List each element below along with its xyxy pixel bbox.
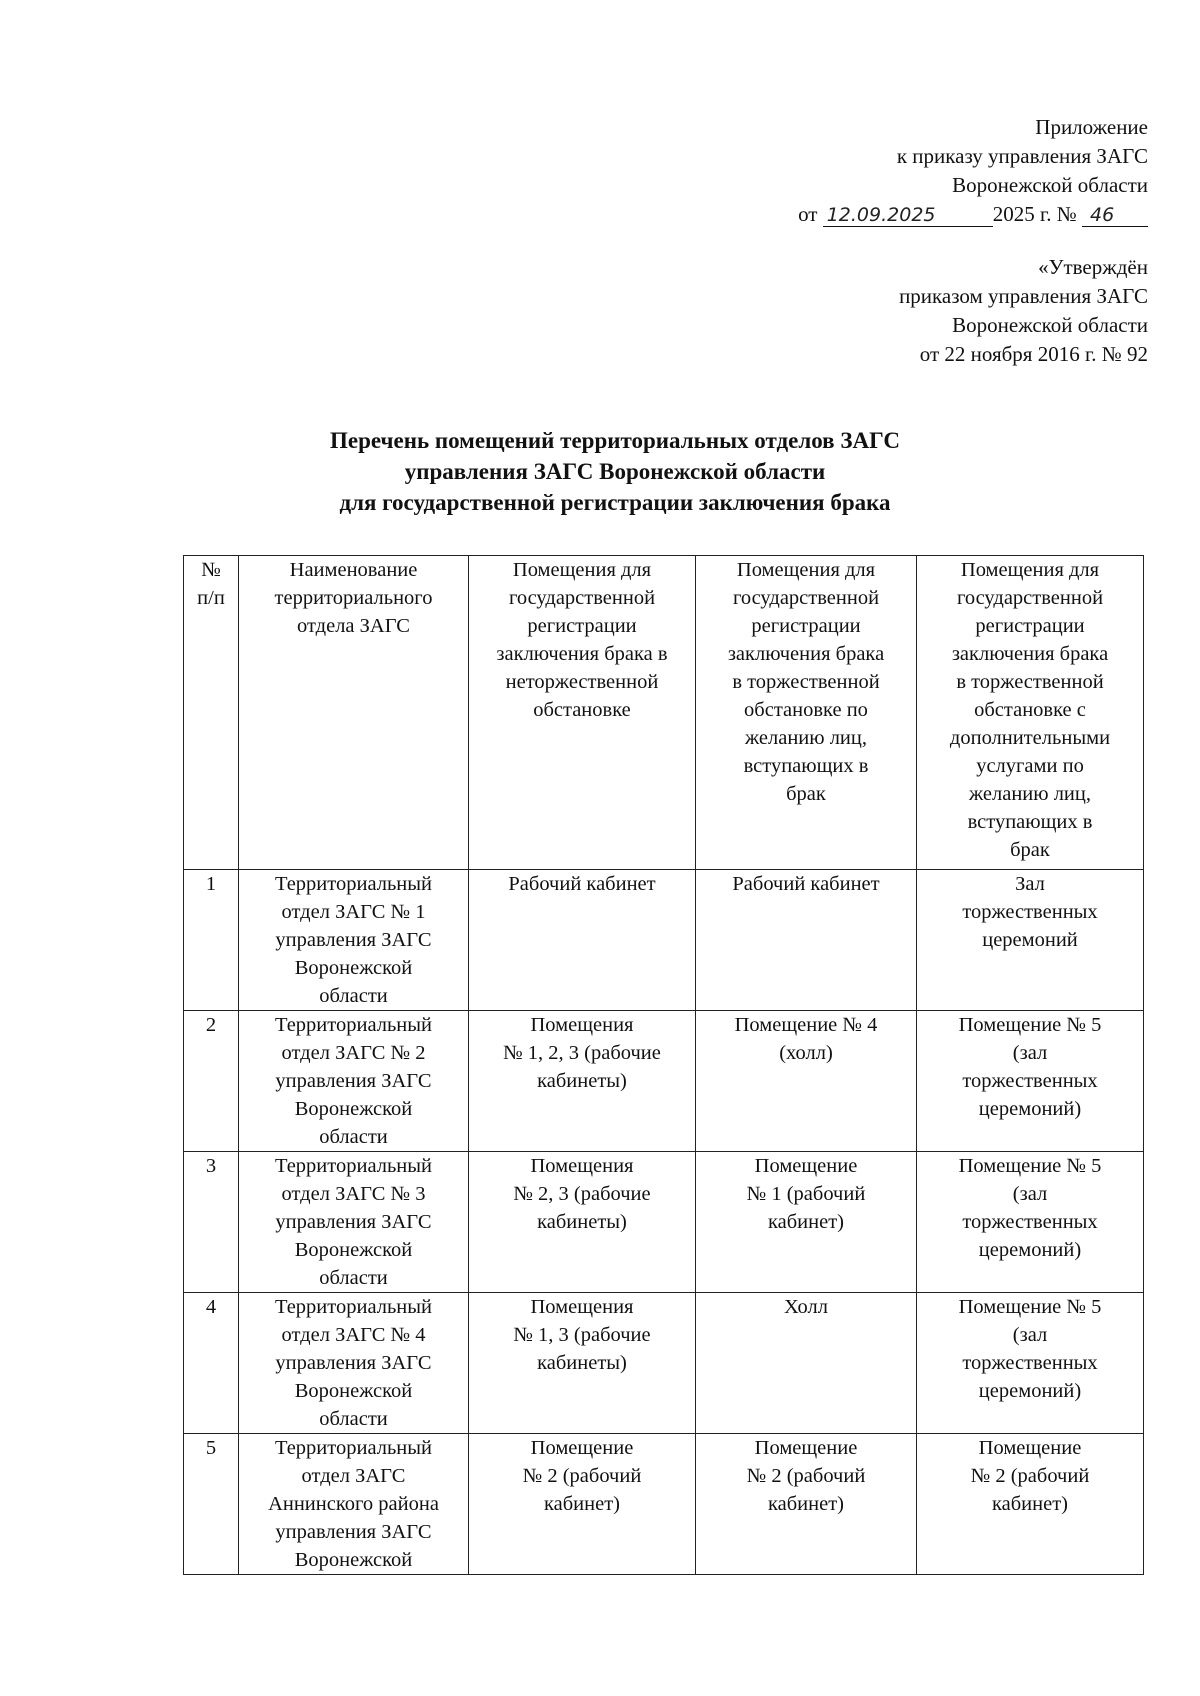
ceremonial-premises: Холл bbox=[696, 1293, 917, 1434]
from-prefix: от bbox=[798, 202, 818, 226]
approval-line-2: приказом управления ЗАГС bbox=[899, 284, 1148, 308]
department-name: Территориальный отдел ЗАГС № 4 управления ЗАГС Воронежской области bbox=[239, 1293, 469, 1434]
table-row bbox=[184, 1011, 1144, 1152]
non-ceremonial-premises: Помещение № 2 (рабочий кабинет) bbox=[469, 1434, 696, 1575]
table-header-row bbox=[184, 556, 1144, 870]
row-number: 3 bbox=[184, 1152, 239, 1293]
appendix-line-1: Приложение bbox=[1035, 115, 1148, 139]
approval-line-4: от 22 ноября 2016 г. № 92 bbox=[919, 342, 1148, 366]
non-ceremonial-premises: Помещения № 2, 3 (рабочие кабинеты) bbox=[469, 1152, 696, 1293]
appendix-line-2: к приказу управления ЗАГС bbox=[896, 144, 1148, 168]
header-ceremonial: Помещения для государственной регистрации заключения брака в торжественной обстановке по желанию лиц, вступающих в брак bbox=[696, 556, 917, 870]
ceremonial-extra-premises: Помещение № 5 (зал торжественных церемоний) bbox=[917, 1152, 1144, 1293]
title-line-2: управления ЗАГС Воронежской области bbox=[404, 459, 826, 484]
title-line-1: Перечень помещений территориальных отделов ЗАГС bbox=[329, 428, 901, 453]
ceremonial-extra-premises: Помещение № 2 (рабочий кабинет) bbox=[917, 1434, 1144, 1575]
ceremonial-premises: Помещение № 4 (холл) bbox=[696, 1011, 917, 1152]
department-name: Территориальный отдел ЗАГС Аннинского района управления ЗАГС Воронежской bbox=[239, 1434, 469, 1575]
ceremonial-extra-premises: Помещение № 5 (зал торжественных церемоний) bbox=[917, 1293, 1144, 1434]
row-number: 2 bbox=[184, 1011, 239, 1152]
table-row bbox=[184, 1293, 1144, 1434]
table-row bbox=[184, 1152, 1144, 1293]
non-ceremonial-premises: Рабочий кабинет bbox=[469, 870, 696, 1011]
row-number: 4 bbox=[184, 1293, 239, 1434]
row-number: 1 bbox=[184, 870, 239, 1011]
ceremonial-extra-premises: Помещение № 5 (зал торжественных церемоний) bbox=[917, 1011, 1144, 1152]
appendix-line-3: Воронежской области bbox=[952, 173, 1148, 197]
table-row bbox=[184, 870, 1144, 1011]
header-non-ceremonial: Помещения для государственной регистрации заключения брака в неторжественной обстановке bbox=[469, 556, 696, 870]
ceremonial-premises: Помещение № 1 (рабочий кабинет) bbox=[696, 1152, 917, 1293]
ceremonial-premises: Рабочий кабинет bbox=[696, 870, 917, 1011]
department-name: Территориальный отдел ЗАГС № 2 управления ЗАГС Воронежской области bbox=[239, 1011, 469, 1152]
premises-table bbox=[183, 555, 1144, 1575]
handwritten-date: 12.09.2025 bbox=[823, 203, 993, 227]
header-ceremonial-extra: Помещения для государственной регистрации заключения брака в торжественной обстановке с дополнительными услугами по желанию лиц, вступающих в брак bbox=[917, 556, 1144, 870]
department-name: Территориальный отдел ЗАГС № 1 управления ЗАГС Воронежской области bbox=[239, 870, 469, 1011]
table-row bbox=[184, 1434, 1144, 1575]
appendix-date-line bbox=[798, 200, 1148, 229]
non-ceremonial-premises: Помещения № 1, 3 (рабочие кабинеты) bbox=[469, 1293, 696, 1434]
approval-block bbox=[899, 253, 1148, 369]
document-title bbox=[0, 425, 1200, 518]
row-number: 5 bbox=[184, 1434, 239, 1575]
department-name: Территориальный отдел ЗАГС № 3 управления ЗАГС Воронежской области bbox=[239, 1152, 469, 1293]
ceremonial-premises: Помещение № 2 (рабочий кабинет) bbox=[696, 1434, 917, 1575]
title-line-3: для государственной регистрации заключения брака bbox=[339, 490, 891, 515]
header-department-name: Наименование территориального отдела ЗАГС bbox=[239, 556, 469, 870]
year-and-number-label: 2025 г. № bbox=[992, 202, 1077, 226]
appendix-block bbox=[798, 113, 1148, 229]
header-number: № п/п bbox=[184, 556, 239, 870]
approval-line-3: Воронежской области bbox=[952, 313, 1148, 337]
ceremonial-extra-premises: Зал торжественных церемоний bbox=[917, 870, 1144, 1011]
approval-line-1: «Утверждён bbox=[1038, 255, 1148, 279]
handwritten-number: 46 bbox=[1082, 203, 1148, 227]
non-ceremonial-premises: Помещения № 1, 2, 3 (рабочие кабинеты) bbox=[469, 1011, 696, 1152]
